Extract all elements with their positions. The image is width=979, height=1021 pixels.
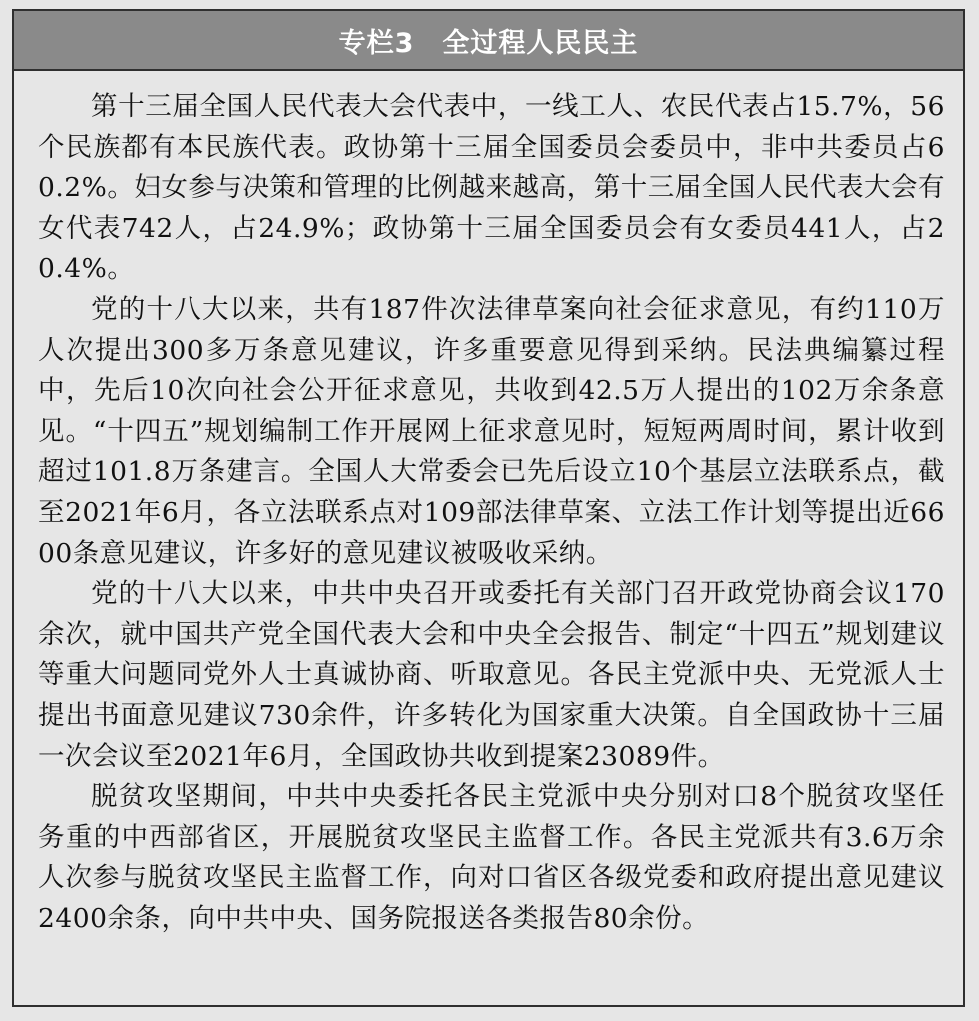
column-body	[14, 71, 963, 939]
column-label: 专栏3	[338, 27, 415, 59]
column-box	[12, 9, 965, 1007]
column-header	[14, 11, 963, 71]
paragraph-poverty-supervision: 脱贫攻坚期间，中共中央委托各民主党派中央分别对口8个脱贫攻坚任务重的中西部省区，开展脱贫攻坚民主监督工作。各民主党派共有3.6万余人次参与脱贫攻坚民主监督工作，向对口省区各级党委和政府提出意见建议2400余条，向中共中央、国务院报送各类报告80余份。	[38, 781, 945, 934]
column-title: 全过程人民民主	[442, 27, 639, 59]
paragraph-consultation: 党的十八大以来，中共中央召开或委托有关部门召开政党协商会议170余次，就中国共产党全国代表大会和中央全会报告、制定“十四五”规划建议等重大问题同党外人士真诚协商、听取意见。各民主党派中央、无党派人士提出书面意见建议730余件，许多转化为国家重大决策。自全国政协十三届一次会议至2021年6月，全国政协共收到提案23089件。	[38, 578, 945, 772]
paragraph-legislation: 党的十八大以来，共有187件次法律草案向社会征求意见，有约110万人次提出300多万条意见建议，许多重要意见得到采纳。民法典编纂过程中，先后10次向社会公开征求意见，共收到42.5万人提出的102万余条意见。“十四五”规划编制工作开展网上征求意见时，短短两周时间，累计收到超过101.8万条建言。全国人大常委会已先后设立10个基层立法联系点，截至2021年6月，各立法联系点对109部法律草案、立法工作计划等提出近6600条意见建议，许多好的意见建议被吸收采纳。	[38, 293, 945, 569]
paragraph-representation: 第十三届全国人民代表大会代表中，一线工人、农民代表占15.7%，56个民族都有本民族代表。政协第十三届全国委员会委员中，非中共委员占60.2%。妇女参与决策和管理的比例越来越高，第十三届全国人民代表大会有女代表742人，占24.9%；政协第十三届全国委员会有女委员441人，占20.4%。	[38, 91, 945, 285]
